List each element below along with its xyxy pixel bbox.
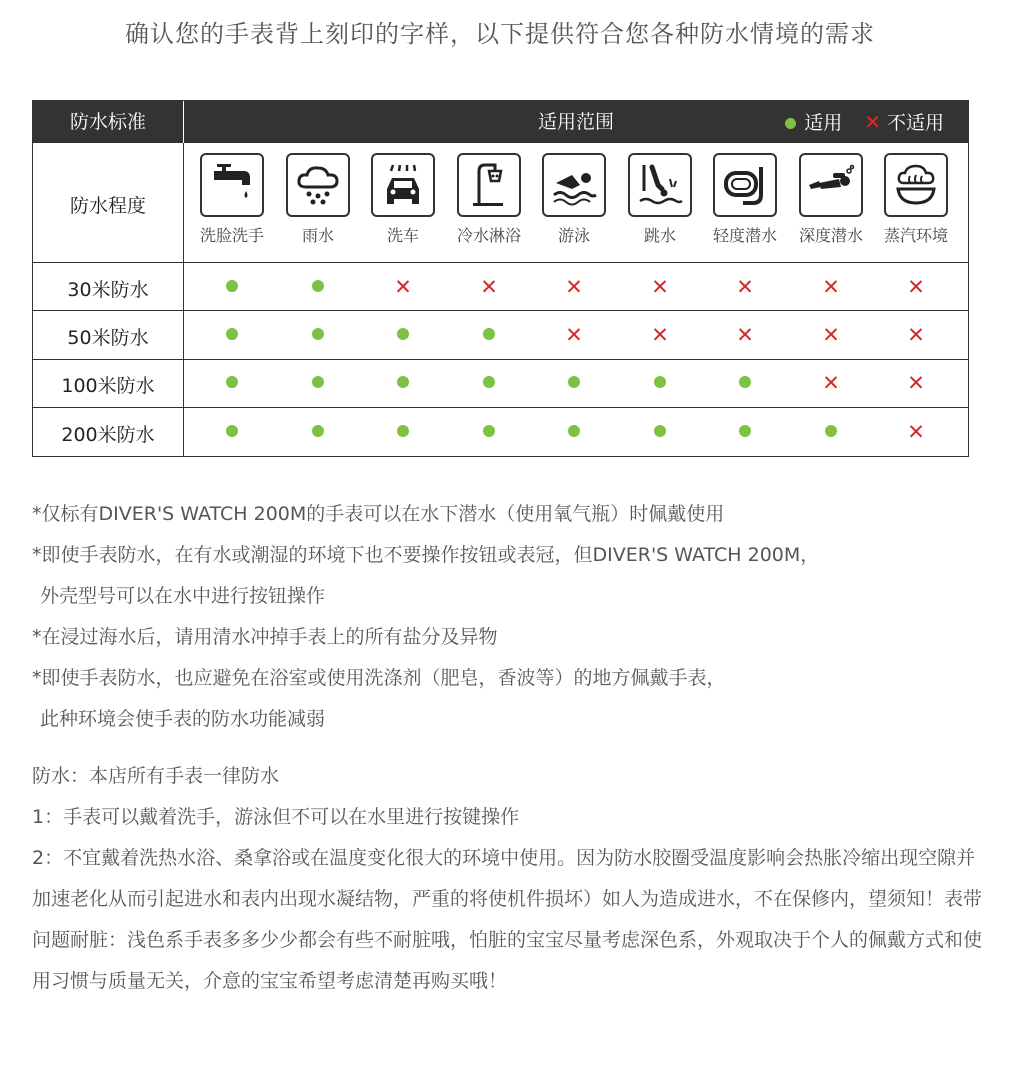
activity-light-dive [702, 153, 788, 246]
activity-label: 雨水 [301, 226, 334, 245]
suitable-dot-icon [564, 422, 584, 442]
suitable-dot-icon [393, 325, 413, 345]
suitable-dot-icon [308, 277, 328, 297]
suitable-dot-icon [393, 422, 413, 442]
snorkel-mask-icon [713, 153, 777, 217]
activity-label: 深度潜水 [798, 226, 863, 245]
unsuitable-cross-icon: ✕ [822, 323, 840, 347]
notes-list [32, 494, 819, 740]
note-line: *即使手表防水，在有水或潮湿的环境下也不要操作按钮或表冠，但DIVER'S WATCH 200M， [32, 544, 820, 566]
unsuitable-cross-icon: ✕ [822, 275, 840, 299]
row-label-30m: 30米防水 [67, 279, 149, 301]
shower-icon [457, 153, 521, 217]
suitable-dot-icon [222, 277, 242, 297]
note-line: 外壳型号可以在水中进行按钮操作 [40, 585, 326, 607]
unsuitable-cross-icon: ✕ [907, 420, 925, 444]
note-line: 此种环境会使手表的防水功能减弱 [40, 708, 326, 730]
suitable-dot-icon [479, 422, 499, 442]
row-divider [33, 310, 968, 311]
ok-dot-icon [785, 118, 796, 129]
page-title: 确认您的手表背上刻印的字样，以下提供符合您各种防水情境的需求 [125, 20, 875, 48]
column-divider [183, 143, 184, 457]
activity-rain [275, 153, 361, 246]
note-line: *仅标有DIVER'S WATCH 200M的手表可以在水下潜水（使用氧气瓶）时佩戴使用 [32, 503, 725, 525]
activity-label: 轻度潜水 [712, 226, 777, 245]
row-label-100m: 100米防水 [61, 375, 155, 397]
suitable-dot-icon [650, 422, 670, 442]
activity-deep-dive [788, 153, 874, 246]
suitable-dot-icon [479, 325, 499, 345]
activity-dive [617, 153, 703, 246]
info-paragraph: 2：不宜戴着洗热水浴、桑拿浴或在温度变化很大的环境中使用。因为防水胶圈受温度影响会热胀冷缩出现空隙并加速老化从而引起进水和表内出现水凝结物，严重的将使机件损坏）如人为造成进水，不在保修内，望须知！表带问题耐脏：浅色系手表多多少少都会有些不耐脏哦，怕脏的宝宝尽量考虑深色系，外观取决于个人的佩戴方式和使用习惯与质量无关，介意的宝宝希望考虑清楚再购买哦！ [32, 847, 983, 992]
legend [785, 101, 944, 143]
steam-icon [884, 153, 948, 217]
suitable-dot-icon [308, 373, 328, 393]
row-divider [33, 359, 968, 360]
unsuitable-cross-icon: ✕ [907, 323, 925, 347]
faucet-icon [200, 153, 264, 217]
activity-car-wash [360, 153, 446, 246]
activity-wash [189, 153, 275, 246]
unsuitable-cross-icon: ✕ [565, 275, 583, 299]
activity-label: 游泳 [557, 226, 590, 245]
cross-icon: ✕ [864, 110, 881, 134]
activity-label: 洗脸洗手 [199, 226, 264, 245]
unsuitable-cross-icon: ✕ [907, 371, 925, 395]
suitable-dot-icon [308, 325, 328, 345]
waterproof-table [32, 100, 969, 457]
activity-label: 蒸汽环境 [883, 226, 948, 245]
row-label-degree: 防水程度 [69, 195, 146, 217]
diving-icon [628, 153, 692, 217]
unsuitable-cross-icon: ✕ [822, 371, 840, 395]
activity-steam [873, 153, 959, 246]
row-label-50m: 50米防水 [67, 327, 149, 349]
info-line: 防水：本店所有手表一律防水 [32, 765, 280, 787]
suitable-dot-icon [650, 373, 670, 393]
suitable-dot-icon [393, 373, 413, 393]
row-divider [33, 262, 968, 263]
activity-label: 冷水淋浴 [456, 226, 521, 245]
unsuitable-cross-icon: ✕ [736, 275, 754, 299]
activity-swim [531, 153, 617, 246]
unsuitable-cross-icon: ✕ [651, 275, 669, 299]
car-wash-icon [371, 153, 435, 217]
unsuitable-cross-icon: ✕ [907, 275, 925, 299]
unsuitable-cross-icon: ✕ [565, 323, 583, 347]
header-standard: 防水标准 [33, 101, 184, 143]
unsuitable-cross-icon: ✕ [651, 323, 669, 347]
unsuitable-cross-icon: ✕ [736, 323, 754, 347]
suitable-dot-icon [735, 422, 755, 442]
suitable-dot-icon [222, 422, 242, 442]
note-line: *在浸过海水后，请用清水冲掉手表上的所有盐分及异物 [32, 626, 498, 648]
suitable-dot-icon [564, 373, 584, 393]
info-line: 1：手表可以戴着洗手，游泳但不可以在水里进行按键操作 [32, 806, 520, 828]
suitable-dot-icon [222, 325, 242, 345]
activity-shower [446, 153, 532, 246]
row-divider [33, 407, 968, 408]
row-label-200m: 200米防水 [61, 424, 155, 446]
unsuitable-cross-icon: ✕ [394, 275, 412, 299]
rain-cloud-icon [286, 153, 350, 217]
header-range: 适用范围 [537, 111, 614, 133]
suitable-dot-icon [735, 373, 755, 393]
scuba-diver-icon [799, 153, 863, 217]
note-line: *即使手表防水，也应避免在浴室或使用洗涤剂（肥皂，香波等）的地方佩戴手表， [32, 667, 726, 689]
legend-ok-label: 适用 [804, 112, 843, 134]
legend-no-label: 不适用 [886, 112, 944, 134]
activity-label: 洗车 [386, 226, 419, 245]
suitable-dot-icon [479, 373, 499, 393]
waterproof-info [32, 756, 992, 1002]
swimmer-icon [542, 153, 606, 217]
activity-label: 跳水 [643, 226, 676, 245]
suitable-dot-icon [821, 422, 841, 442]
unsuitable-cross-icon: ✕ [480, 275, 498, 299]
suitable-dot-icon [308, 422, 328, 442]
suitable-dot-icon [222, 373, 242, 393]
table-header [33, 101, 968, 143]
